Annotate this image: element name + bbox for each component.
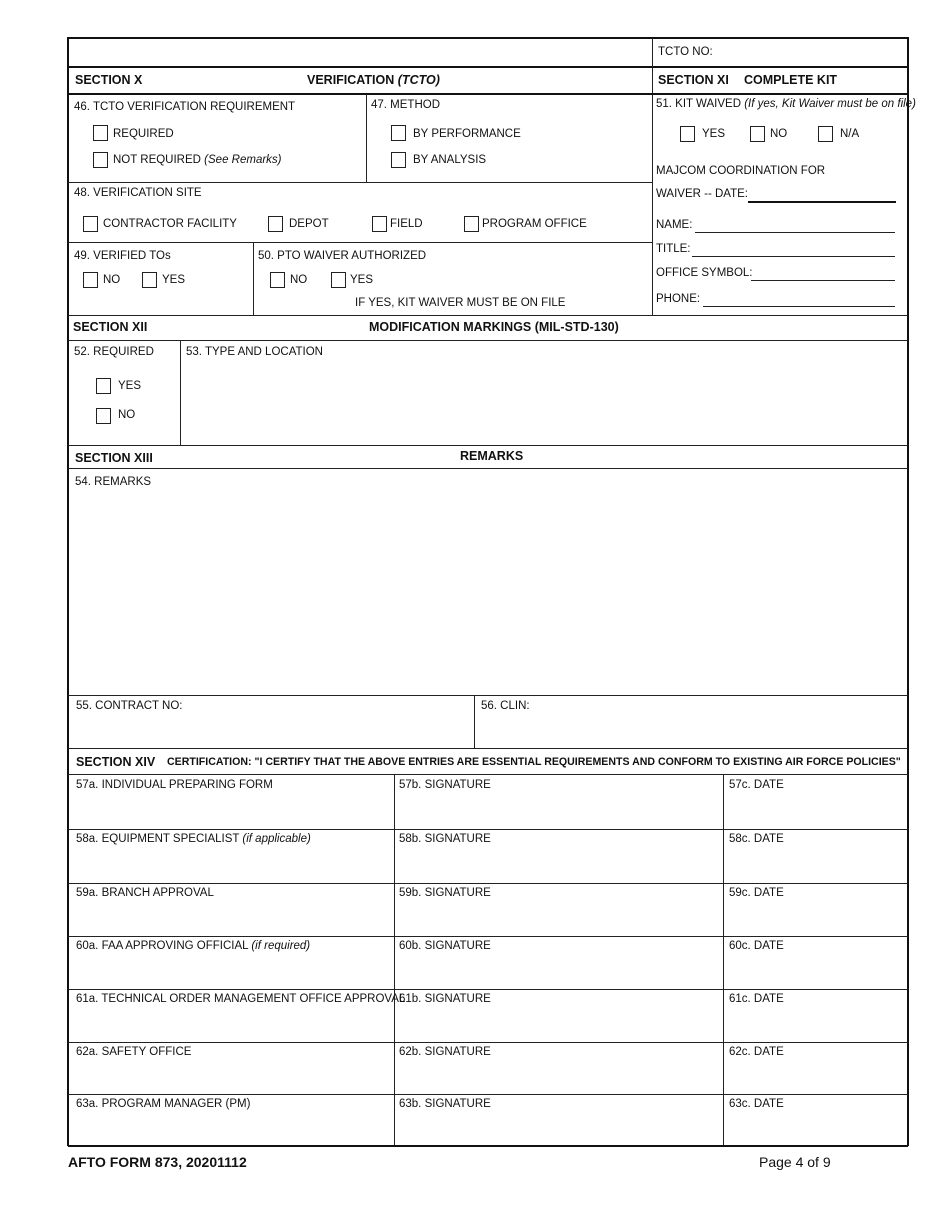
- field51-no-label: NO: [770, 128, 788, 140]
- cert-official-label: 60a. FAA APPROVING OFFICIAL (if required): [76, 940, 311, 952]
- field48-contractor-checkbox[interactable]: [83, 216, 98, 232]
- cert-date-label: 62c. DATE: [729, 1046, 784, 1058]
- cert-date-input[interactable]: [729, 1066, 905, 1082]
- field48-contractor-label: CONTRACTOR FACILITY: [103, 218, 237, 230]
- divider: [68, 695, 908, 696]
- divider: [68, 182, 653, 183]
- tcto-no-input[interactable]: [715, 44, 899, 60]
- section-x-title: VERIFICATION (TCTO): [307, 73, 440, 87]
- field47-performance-checkbox[interactable]: [391, 125, 406, 141]
- field52-yes-label: YES: [118, 380, 142, 392]
- field50-note: IF YES, KIT WAIVER MUST BE ON FILE: [355, 297, 566, 309]
- clin-input[interactable]: [481, 720, 905, 736]
- cert-signature-label: 60b. SIGNATURE: [399, 940, 491, 952]
- cert-signature-input[interactable]: [399, 907, 721, 923]
- field49-no-checkbox[interactable]: [83, 272, 98, 288]
- waiver-name-input[interactable]: [695, 216, 895, 233]
- divider: [68, 1042, 908, 1043]
- divider: [68, 774, 908, 775]
- field46-required-checkbox[interactable]: [93, 125, 108, 141]
- cert-official-label: 59a. BRANCH APPROVAL: [76, 887, 214, 899]
- cert-official-input[interactable]: [76, 907, 390, 923]
- divider: [68, 66, 908, 68]
- waiver-office-symbol-input[interactable]: [751, 264, 895, 281]
- majcom-coordination-label: MAJCOM COORDINATION FOR: [656, 165, 826, 177]
- cert-date-label: 60c. DATE: [729, 940, 784, 952]
- section-xii-label: SECTION XII: [73, 320, 148, 334]
- cert-date-label: 61c. DATE: [729, 993, 784, 1005]
- divider: [68, 829, 908, 830]
- cert-official-label: 57a. INDIVIDUAL PREPARING FORM: [76, 779, 273, 791]
- cert-official-input[interactable]: [76, 960, 390, 976]
- section-x-label: SECTION X: [75, 73, 143, 87]
- divider: [474, 696, 475, 748]
- field51-yes-label: YES: [702, 128, 726, 140]
- waiver-phone-input[interactable]: [703, 290, 895, 307]
- field50-yes-label: YES: [350, 274, 374, 286]
- field53-label: 53. TYPE AND LOCATION: [186, 346, 323, 358]
- contract-no-input[interactable]: [76, 720, 470, 736]
- divider: [366, 94, 367, 183]
- field54-label: 54. REMARKS: [75, 476, 152, 488]
- page-number: Page 4 of 9: [759, 1154, 831, 1170]
- cert-signature-input[interactable]: [399, 1066, 721, 1082]
- waiver-name-label: NAME:: [656, 219, 693, 231]
- section-xiii-label: SECTION XIII: [75, 451, 153, 465]
- divider: [68, 93, 908, 95]
- field50-no-checkbox[interactable]: [270, 272, 285, 288]
- cert-signature-label: 61b. SIGNATURE: [399, 993, 491, 1005]
- field48-depot-label: DEPOT: [289, 218, 329, 230]
- cert-date-input[interactable]: [729, 799, 905, 815]
- cert-official-label: 63a. PROGRAM MANAGER (PM): [76, 1098, 251, 1110]
- field50-no-label: NO: [290, 274, 308, 286]
- divider: [68, 340, 908, 341]
- field52-label: 52. REQUIRED: [74, 346, 154, 358]
- cert-official-label: 58a. EQUIPMENT SPECIALIST (if applicable): [76, 833, 311, 845]
- cert-official-label: 62a. SAFETY OFFICE: [76, 1046, 192, 1058]
- waiver-phone-label: PHONE:: [656, 293, 701, 305]
- divider: [68, 989, 908, 990]
- cert-date-label: 63c. DATE: [729, 1098, 784, 1110]
- cert-signature-label: 57b. SIGNATURE: [399, 779, 491, 791]
- waiver-title-label: TITLE:: [656, 243, 691, 255]
- cert-signature-input[interactable]: [399, 960, 721, 976]
- field48-program-office-label: PROGRAM OFFICE: [482, 218, 587, 230]
- field51-na-label: N/A: [840, 128, 860, 140]
- cert-official-input[interactable]: [76, 1118, 390, 1134]
- cert-date-input[interactable]: [729, 1118, 905, 1134]
- field53-input[interactable]: [184, 362, 904, 442]
- field46-not-required-checkbox[interactable]: [93, 152, 108, 168]
- waiver-date-input[interactable]: [748, 185, 896, 203]
- divider: [68, 468, 908, 469]
- field49-label: 49. VERIFIED TOs: [74, 250, 171, 262]
- field47-analysis-checkbox[interactable]: [391, 152, 406, 168]
- field46-required-label: REQUIRED: [113, 128, 174, 140]
- field55-label: 55. CONTRACT NO:: [76, 700, 183, 712]
- tcto-no-label: TCTO NO:: [658, 46, 713, 58]
- waiver-title-input[interactable]: [692, 240, 895, 257]
- divider: [652, 38, 653, 66]
- section-xi-label: SECTION XI: [658, 73, 729, 87]
- field49-yes-checkbox[interactable]: [142, 272, 157, 288]
- field47-analysis-label: BY ANALYSIS: [413, 154, 487, 166]
- divider: [68, 315, 908, 316]
- cert-official-input[interactable]: [76, 853, 390, 869]
- divider: [68, 748, 908, 749]
- field52-no-checkbox[interactable]: [96, 408, 111, 424]
- section-xiii-title: REMARKS: [460, 449, 524, 463]
- field50-label: 50. PTO WAIVER AUTHORIZED: [258, 250, 427, 262]
- divider: [253, 243, 254, 316]
- cert-date-input[interactable]: [729, 907, 905, 923]
- field48-label: 48. VERIFICATION SITE: [74, 187, 202, 199]
- cert-signature-label: 62b. SIGNATURE: [399, 1046, 491, 1058]
- field56-label: 56. CLIN:: [481, 700, 530, 712]
- divider: [394, 775, 395, 1145]
- cert-official-input[interactable]: [76, 1013, 390, 1029]
- cert-date-input[interactable]: [729, 1013, 905, 1029]
- field49-yes-label: YES: [162, 274, 186, 286]
- cert-signature-input[interactable]: [399, 799, 721, 815]
- field48-field-label: FIELD: [390, 218, 423, 230]
- section-xiv-title: CERTIFICATION: "I CERTIFY THAT THE ABOVE ENTRIES ARE ESSENTIAL REQUIREMENTS AND CONFORM TO EXISTING AIR FORCE POLICIES": [167, 756, 901, 768]
- cert-date-label: 57c. DATE: [729, 779, 784, 791]
- field51-yes-checkbox[interactable]: [680, 126, 695, 142]
- field51-label: 51. KIT WAIVED (If yes, Kit Waiver must be on file): [656, 98, 916, 110]
- field46-not-required-label: NOT REQUIRED (See Remarks): [113, 154, 282, 166]
- divider: [68, 936, 908, 937]
- cert-official-input[interactable]: [76, 1066, 390, 1082]
- cert-date-label: 59c. DATE: [729, 887, 784, 899]
- field50-yes-checkbox[interactable]: [331, 272, 346, 288]
- section-xi-title: COMPLETE KIT: [744, 73, 838, 87]
- field48-program-office-checkbox[interactable]: [464, 216, 479, 232]
- cert-signature-input[interactable]: [399, 1013, 721, 1029]
- divider: [68, 242, 653, 243]
- cert-date-label: 58c. DATE: [729, 833, 784, 845]
- divider: [180, 341, 181, 445]
- field49-no-label: NO: [103, 274, 121, 286]
- remarks-input[interactable]: [72, 492, 904, 692]
- divider: [68, 445, 908, 446]
- cert-date-input[interactable]: [729, 853, 905, 869]
- cert-signature-label: 59b. SIGNATURE: [399, 887, 491, 899]
- section-xiv-label: SECTION XIV: [76, 755, 156, 769]
- cert-signature-input[interactable]: [399, 1118, 721, 1134]
- field47-label: 47. METHOD: [371, 99, 441, 111]
- field51-na-checkbox[interactable]: [818, 126, 833, 142]
- cert-signature-label: 58b. SIGNATURE: [399, 833, 491, 845]
- field48-depot-checkbox[interactable]: [268, 216, 283, 232]
- cert-official-label: 61a. TECHNICAL ORDER MANAGEMENT OFFICE APPROVAL: [76, 993, 406, 1005]
- waiver-date-label: WAIVER -- DATE:: [656, 188, 748, 200]
- divider: [723, 775, 724, 1145]
- divider: [68, 1094, 908, 1095]
- cert-official-input[interactable]: [76, 799, 390, 815]
- field48-field-checkbox[interactable]: [372, 216, 387, 232]
- field46-label: 46. TCTO VERIFICATION REQUIREMENT: [74, 101, 296, 113]
- cert-signature-label: 63b. SIGNATURE: [399, 1098, 491, 1110]
- field52-yes-checkbox[interactable]: [96, 378, 111, 394]
- form-id: AFTO FORM 873, 20201112: [68, 1154, 247, 1170]
- divider: [652, 66, 653, 316]
- cert-signature-input[interactable]: [399, 853, 721, 869]
- field52-no-label: NO: [118, 409, 136, 421]
- field47-performance-label: BY PERFORMANCE: [413, 128, 521, 140]
- section-xii-title: MODIFICATION MARKINGS (MIL-STD-130): [369, 320, 619, 334]
- cert-date-input[interactable]: [729, 960, 905, 976]
- waiver-office-symbol-label: OFFICE SYMBOL:: [656, 267, 753, 279]
- field51-no-checkbox[interactable]: [750, 126, 765, 142]
- divider: [68, 883, 908, 884]
